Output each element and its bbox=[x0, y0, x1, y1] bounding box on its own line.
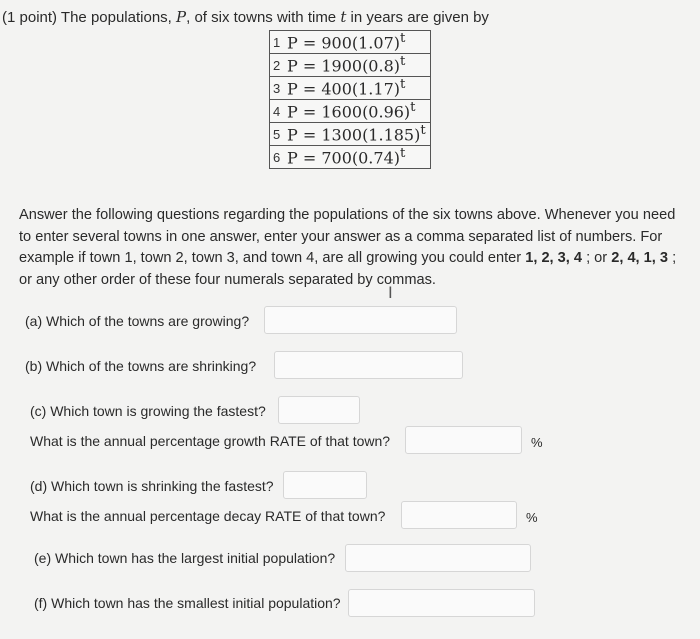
text-cursor-icon: I bbox=[388, 283, 393, 302]
question-b-label: (b) Which of the towns are shrinking? bbox=[25, 358, 257, 374]
town-row: 3 $P = 400(1.17)^t$ bbox=[270, 77, 431, 100]
town-row: 4 $P = 1600(0.96)^t$ bbox=[270, 100, 431, 123]
question-d-label: (d) Which town is shrinking the fastest? bbox=[30, 478, 274, 494]
percent-sign: % bbox=[526, 510, 538, 525]
answer-b-input[interactable] bbox=[274, 351, 463, 379]
town-formula: P = 1900(0.8) bbox=[287, 56, 400, 76]
answer-d-input[interactable] bbox=[283, 471, 367, 499]
answer-c-input[interactable] bbox=[278, 396, 360, 424]
town-row: 2 $P = 1900(0.8)^t$ bbox=[270, 54, 431, 77]
town-formula: P = 700(0.74) bbox=[287, 148, 400, 168]
question-a-label: (a) Which of the towns are growing? bbox=[25, 313, 250, 329]
question-e-label: (e) Which town has the largest initial population? bbox=[34, 550, 336, 566]
question-c-label: (c) Which town is growing the fastest? bbox=[30, 403, 266, 419]
town-row: 1 $P = 900(1.07)^t$ bbox=[270, 31, 431, 54]
town-row: 6 $P = 700(0.74)^t$ bbox=[270, 146, 431, 169]
question-d-rate-label: What is the annual percentage decay RATE of that town? bbox=[30, 508, 386, 524]
answer-a-input[interactable] bbox=[264, 306, 457, 334]
town-formula: P = 1300(1.185) bbox=[287, 125, 421, 145]
town-formula: P = 1600(0.96) bbox=[287, 102, 411, 122]
towns-table bbox=[269, 30, 431, 169]
question-c-rate-label: What is the annual percentage growth RATE of that town? bbox=[30, 433, 391, 449]
town-row: 5 $P = 1300(1.185)^t$ bbox=[270, 123, 431, 146]
answer-e-input[interactable] bbox=[345, 544, 531, 572]
town-formula: P = 400(1.17) bbox=[287, 79, 400, 99]
answer-f-input[interactable] bbox=[348, 589, 535, 617]
problem-intro: (1 point) The populations, P, of six towns with time t in years are given by bbox=[2, 8, 489, 26]
instructions: Answer the following questions regarding the populations of the six towns above. Whenever you need to enter several towns in one answer, enter your answer as a comma separated list of numbers. For example if town 1, town 2, town 3, and town 4, are all growing you could enter 1, 2, 3, 4 ; or 2, 4, 1, 3 ; or any other order of these four numerals separated by commas. bbox=[19, 207, 677, 288]
variable-p: P bbox=[176, 8, 187, 26]
percent-sign: % bbox=[531, 435, 543, 450]
answer-c-rate-input[interactable] bbox=[405, 426, 522, 454]
question-f-label: (f) Which town has the smallest initial population? bbox=[34, 595, 341, 611]
answer-d-rate-input[interactable] bbox=[401, 501, 517, 529]
town-formula: P = 900(1.07) bbox=[287, 33, 400, 53]
variable-t: t bbox=[340, 8, 347, 26]
